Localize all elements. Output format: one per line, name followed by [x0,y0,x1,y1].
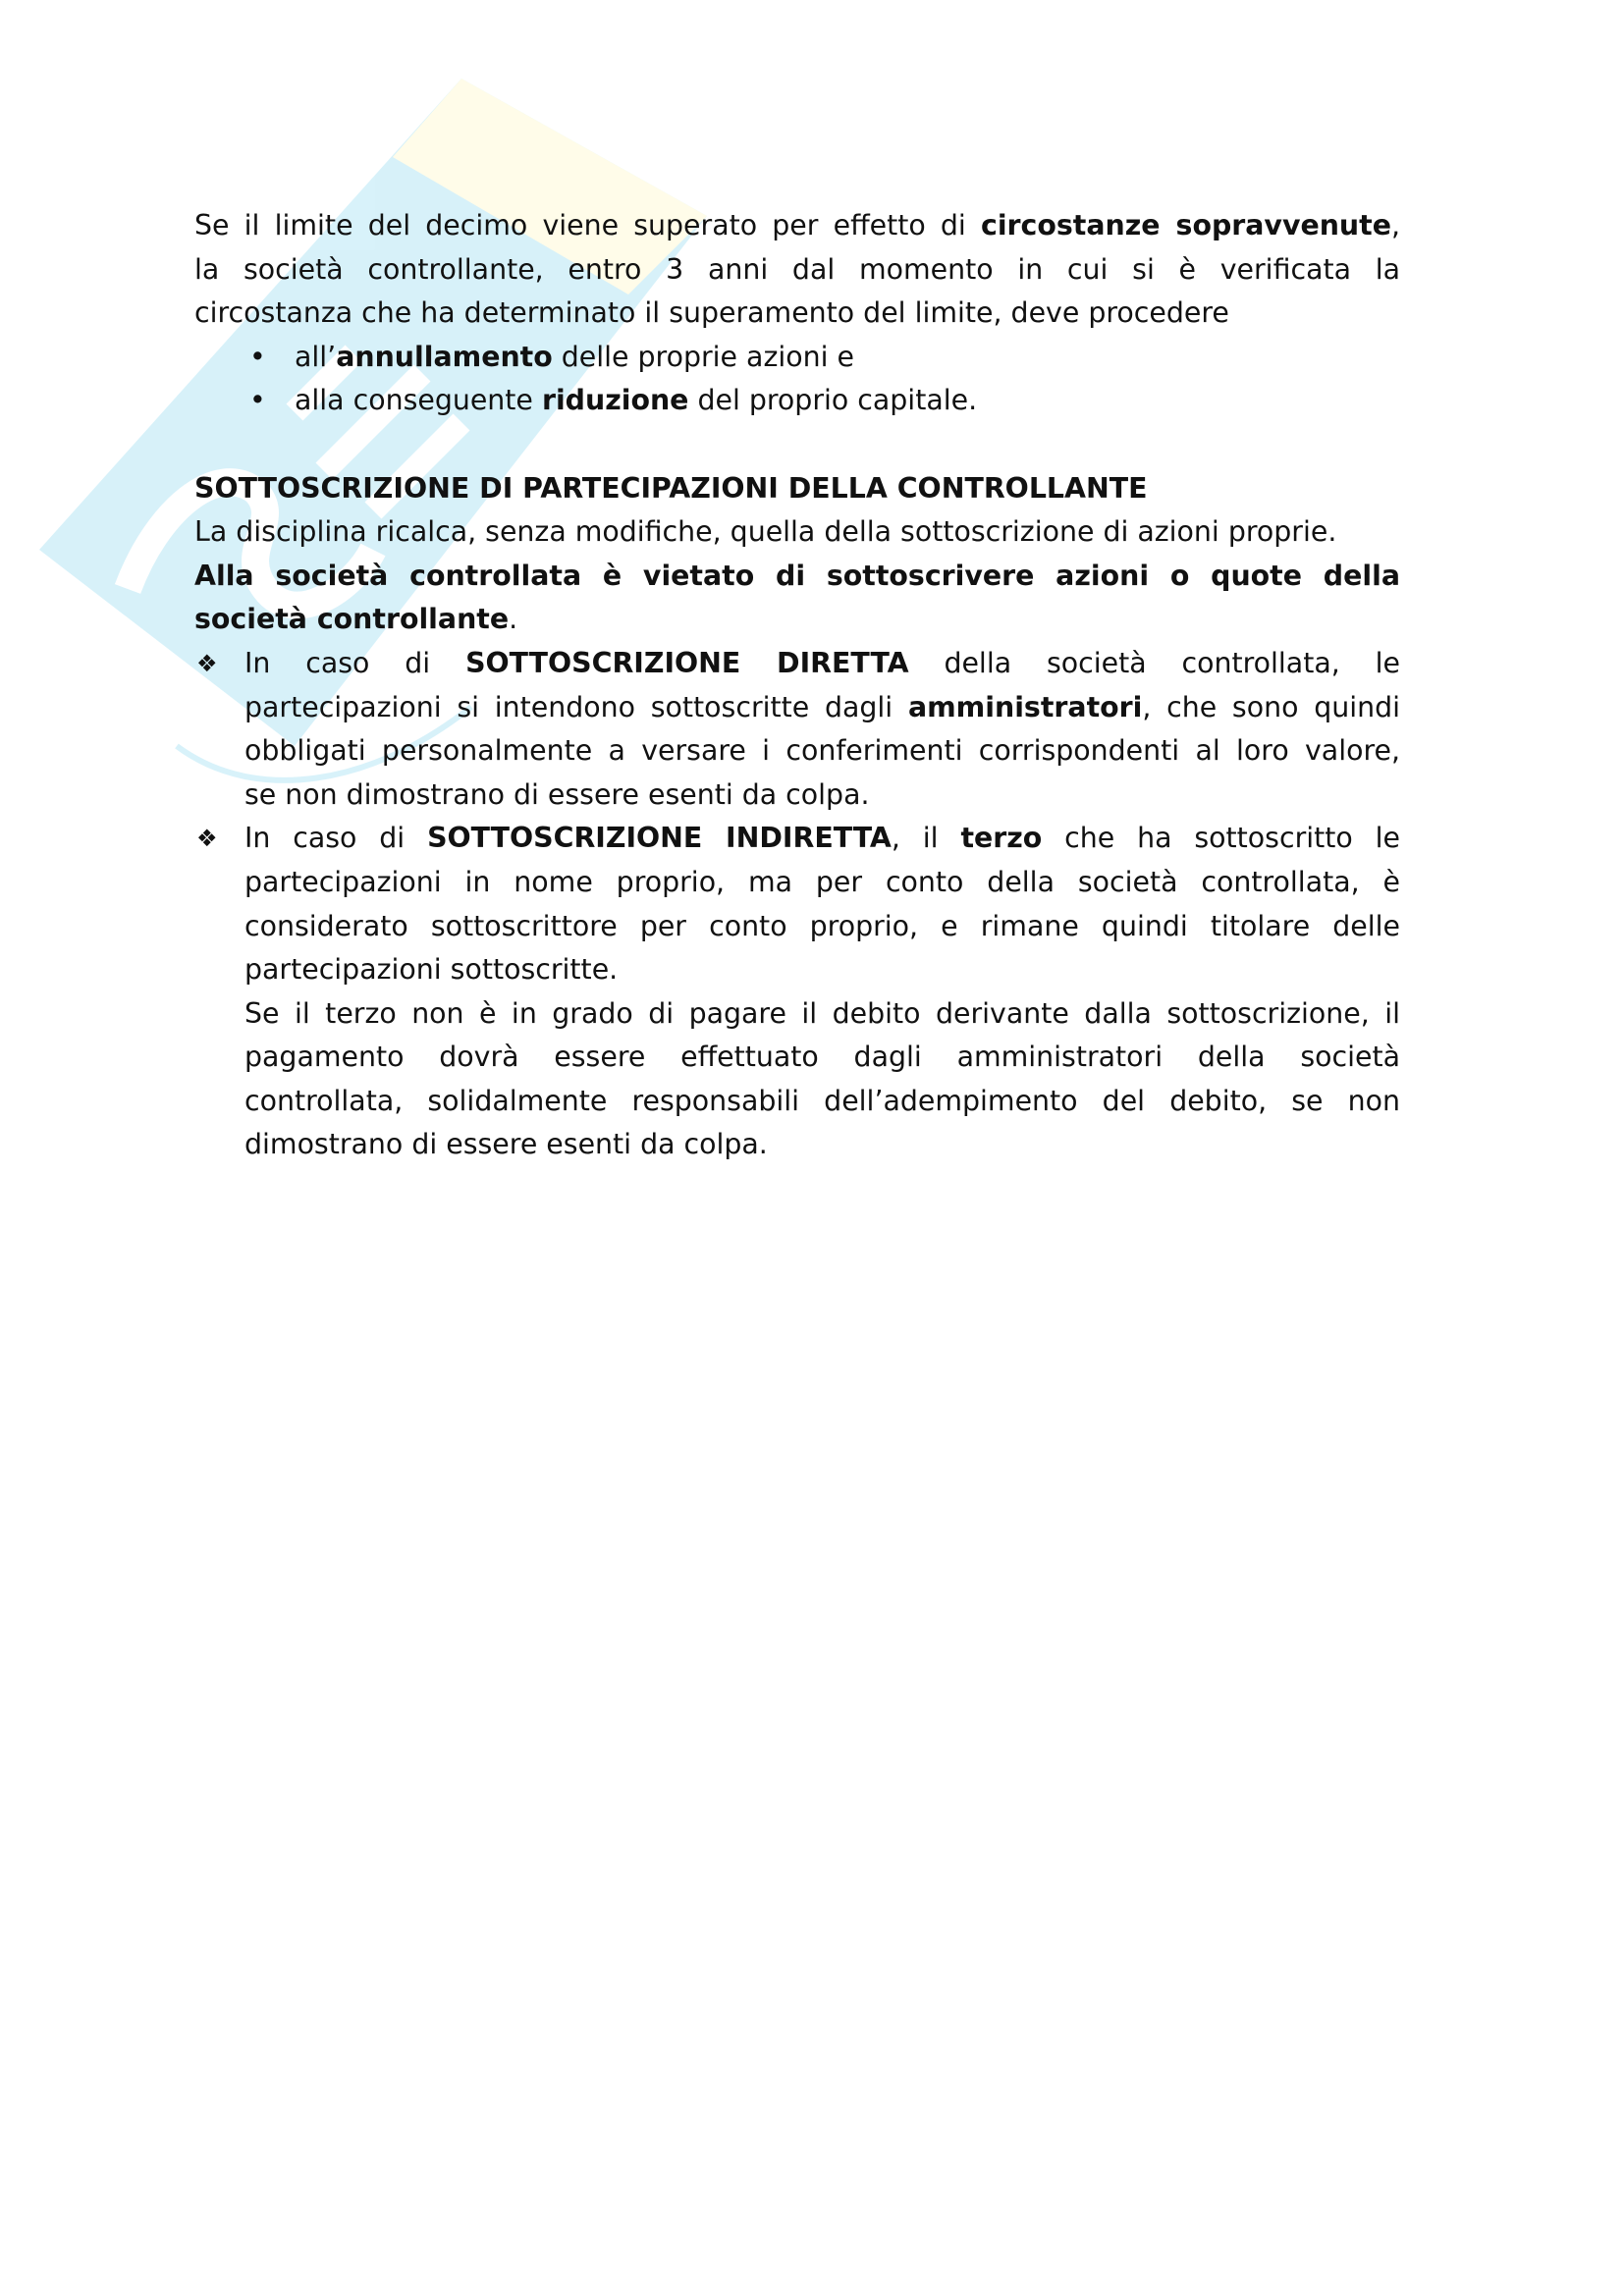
bullet-dot-icon: • [249,340,266,373]
direct-line-4: se non dimostrano di essere esenti da colpa. [244,777,870,811]
intro-line-3: circostanza che ha determinato il superamento del limite, deve procedere [194,296,1229,330]
indirect-p2-line-2: pagamento dovrà essere effettuato dagli amministratori della società [244,1041,1400,1074]
diamond-list [194,642,1400,1167]
direct-line-1: In caso di SOTTOSCRIZIONE DIRETTA della società controllata, le [244,646,1400,679]
list-item [194,817,1400,1167]
indirect-p2-line-3: controllata, solidalmente responsabili dell’adempimento del debito, se non [244,1084,1400,1117]
indirect-line-4: partecipazioni sottoscritte. [244,953,619,987]
direct-line-3: obbligati personalmente a versare i conferimenti corrispondenti al loro valore, [244,734,1400,768]
indirect-p2-line-4: dimostrano di essere esenti da colpa. [244,1128,768,1161]
bullet-list [194,336,1400,423]
discipline-text: La disciplina ricalca, senza modifiche, quella della sottoscrizione di azioni proprie. [194,515,1337,549]
list-item [194,642,1400,817]
intro-paragraph [194,204,1400,336]
direct-line-2: partecipazioni si intendono sottoscritte dagli amministratori, che sono quindi [244,690,1401,723]
indirect-line-2: partecipazioni in nome proprio, ma per conto della società controllata, è [244,865,1400,898]
prohibition-line-1: Alla società controllata è vietato di sottoscrivere azioni o quote della [194,559,1400,592]
intro-line-2: la società controllante, entro 3 anni dal momento in cui si è verificata la [194,252,1400,286]
indirect-p2-line-1: Se il terzo non è in grado di pagare il debito derivante dalla sottoscrizione, il [244,996,1400,1030]
indirect-line-1: In caso di SOTTOSCRIZIONE INDIRETTA, il terzo che ha sottoscritto le [244,822,1400,855]
section-heading: SOTTOSCRIZIONE DI PARTECIPAZIONI DELLA CONTROLLANTE [194,471,1148,505]
diamond-bullet-icon: ❖ [196,825,218,853]
indirect-line-3: considerato sottoscrittore per conto proprio, e rimane quindi titolare delle [244,909,1400,942]
document-body [194,204,1400,1167]
list-item: • all’annullamento delle proprie azioni e [194,336,1400,380]
list-item: • alla conseguente riduzione del proprio capitale. [194,379,1400,423]
prohibition-paragraph [194,555,1400,642]
intro-line-1: Se il limite del decimo viene superato per effetto di circostanze sopravvenute, [194,209,1400,241]
prohibition-line-2: società controllante. [194,603,518,636]
diamond-bullet-icon: ❖ [196,649,218,677]
bullet-dot-icon: • [249,384,266,417]
